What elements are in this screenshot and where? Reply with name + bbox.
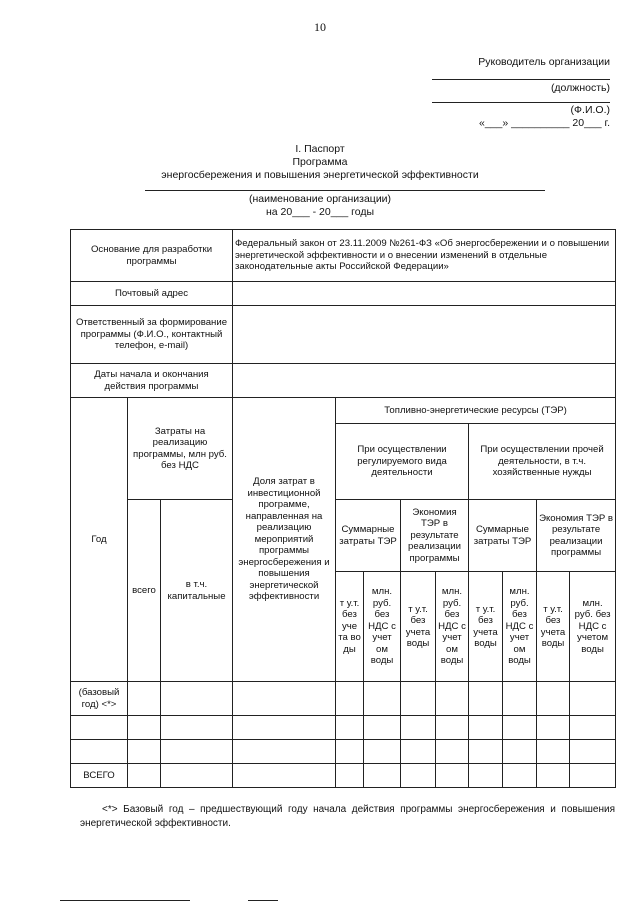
cell[interactable] [401, 764, 436, 788]
cell[interactable] [537, 682, 570, 716]
unit-mln-water-1: млн. руб. без НДС с учет ом воды [364, 572, 401, 682]
unit-t-water-1: т у.т. без уче та во ды [336, 572, 364, 682]
program-subject: энергосбережения и повышения энергетической эффективности [161, 169, 479, 181]
unit-mln-water-4: млн. руб. без НДС с учетом воды [570, 572, 616, 682]
cell[interactable] [537, 764, 570, 788]
cell[interactable] [128, 764, 161, 788]
page-number: 10 [314, 20, 326, 34]
unit-t-water-4: т у.т. без учета воды [537, 572, 570, 682]
cell[interactable] [128, 716, 161, 740]
basis-value: Федеральный закон от 23.11.2009 №261-ФЗ «Об энергосбережении и о повышении энергетической эффективности и о внесении изменений в отдельные законодательные акты Российской Федерации» [233, 230, 616, 282]
cell[interactable] [469, 682, 503, 716]
capital-costs-header: в т.ч. капитальные [161, 500, 233, 682]
dates-value[interactable] [233, 364, 616, 398]
cell[interactable] [233, 740, 336, 764]
address-value[interactable] [233, 282, 616, 306]
total-row-label: ВСЕГО [71, 764, 128, 788]
cell[interactable] [364, 764, 401, 788]
cell[interactable] [233, 682, 336, 716]
cell[interactable] [401, 682, 436, 716]
cell[interactable] [233, 716, 336, 740]
savings-header-other: Экономия ТЭР в результате реализации программы [537, 500, 616, 572]
fio-caption: (Ф.И.О.) [570, 104, 610, 116]
cell[interactable] [336, 682, 364, 716]
passport-table [70, 229, 616, 788]
cell[interactable] [161, 740, 233, 764]
section-title: I. Паспорт [295, 143, 345, 155]
cell[interactable] [436, 716, 469, 740]
share-header: Доля затрат в инвестиционной программе, направленная на реализацию мероприятий программы энергосбережения и повышения энергетической эффективности [233, 398, 336, 682]
fio-line [432, 102, 610, 103]
cell[interactable] [233, 764, 336, 788]
cell[interactable] [161, 764, 233, 788]
cell[interactable] [503, 716, 537, 740]
cell[interactable] [503, 764, 537, 788]
cell[interactable] [503, 740, 537, 764]
unit-t-water-2: т у.т. без учета воды [401, 572, 436, 682]
cell[interactable] [469, 740, 503, 764]
cell[interactable] [570, 716, 616, 740]
cell[interactable] [336, 740, 364, 764]
bottom-rule-left [60, 900, 190, 901]
cell[interactable] [570, 682, 616, 716]
cell[interactable] [436, 682, 469, 716]
cell[interactable] [71, 716, 128, 740]
cell[interactable] [161, 682, 233, 716]
cell[interactable] [436, 740, 469, 764]
org-name-line [145, 190, 545, 191]
cell[interactable] [364, 682, 401, 716]
unit-t-water-3: т у.т. без учета воды [469, 572, 503, 682]
cell[interactable] [469, 716, 503, 740]
approval-date: «___» __________ 20___ г. [478, 117, 610, 129]
unit-mln-water-2: млн. руб. без НДС с учет ом воды [436, 572, 469, 682]
approval-head: Руководитель организации [478, 56, 610, 68]
cell[interactable] [364, 716, 401, 740]
costs-header: Затраты на реализацию программы, млн руб. без НДС [128, 398, 233, 500]
cell[interactable] [469, 764, 503, 788]
basis-label: Основание для разработки программы [71, 230, 233, 282]
year-header: Год [71, 398, 128, 682]
cell[interactable] [336, 764, 364, 788]
cell[interactable] [401, 740, 436, 764]
cell[interactable] [436, 764, 469, 788]
base-year-label: (базовый год) <*> [71, 682, 128, 716]
regulated-header: При осуществлении регулируемого вида деятельности [336, 424, 469, 500]
cell[interactable] [128, 682, 161, 716]
cell[interactable] [336, 716, 364, 740]
cell[interactable] [161, 716, 233, 740]
cell[interactable] [364, 740, 401, 764]
responsible-value[interactable] [233, 306, 616, 364]
dates-label: Даты начала и окончания действия программы [71, 364, 233, 398]
cell[interactable] [401, 716, 436, 740]
sum-costs-header-regulated: Суммарные затраты ТЭР [336, 500, 401, 572]
total-costs-header: всего [128, 500, 161, 682]
program-title: Программа [292, 156, 348, 168]
ter-header: Топливно-энергетические ресурсы (ТЭР) [336, 398, 616, 424]
savings-header-regulated: Экономия ТЭР в результате реализации программы [401, 500, 469, 572]
cell[interactable] [537, 716, 570, 740]
responsible-label: Ответственный за формирование программы (Ф.И.О., контактный телефон, e-mail) [71, 306, 233, 364]
position-line [432, 79, 610, 80]
unit-mln-water-3: млн. руб. без НДС с учет ом воды [503, 572, 537, 682]
cell[interactable] [503, 682, 537, 716]
position-caption: (должность) [550, 82, 610, 94]
cell[interactable] [537, 740, 570, 764]
sum-costs-header-other: Суммарные затраты ТЭР [469, 500, 537, 572]
cell[interactable] [570, 740, 616, 764]
org-caption: (наименование организации) [248, 193, 392, 205]
other-header: При осуществлении прочей деятельности, в т.ч. хозяйственные нужды [469, 424, 616, 500]
bottom-rule-mid [248, 900, 278, 901]
cell[interactable] [128, 740, 161, 764]
program-years: на 20___ - 20___ годы [265, 206, 375, 218]
footnote: <*> Базовый год – предшествующий году начала действия программы энергосбережения и повышения энергетической эффективности. [80, 804, 615, 829]
cell[interactable] [71, 740, 128, 764]
address-label: Почтовый адрес [71, 282, 233, 306]
cell[interactable] [570, 764, 616, 788]
